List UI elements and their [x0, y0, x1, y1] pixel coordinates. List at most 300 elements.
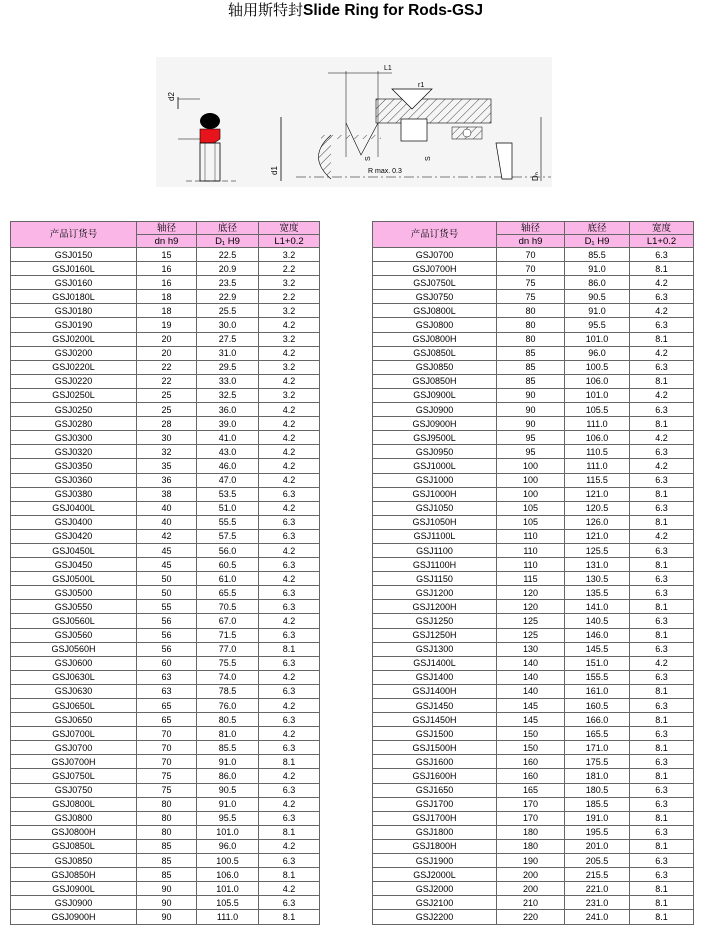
cell-order-code: GSJ0650L	[11, 699, 137, 713]
cell-bottom-diameter: 25.5	[197, 304, 259, 318]
header-bottom-unit: D₁ H9	[565, 235, 630, 248]
cell-order-code: GSJ1650	[373, 783, 497, 797]
cell-order-code: GSJ0220	[11, 374, 137, 388]
cell-shaft-diameter: 160	[497, 755, 565, 769]
cell-width: 4.2	[259, 797, 320, 811]
cell-order-code: GSJ0950	[373, 445, 497, 459]
table-row	[11, 262, 320, 276]
table-row	[373, 628, 694, 642]
cell-shaft-diameter: 125	[497, 628, 565, 642]
table-row	[373, 713, 694, 727]
table-row	[11, 473, 320, 487]
table-row	[11, 769, 320, 783]
cell-order-code: GSJ1700	[373, 797, 497, 811]
cell-width: 8.1	[259, 825, 320, 839]
cell-bottom-diameter: 105.5	[197, 896, 259, 910]
cell-bottom-diameter: 65.5	[197, 586, 259, 600]
cell-width: 4.2	[259, 769, 320, 783]
cell-order-code: GSJ0560L	[11, 614, 137, 628]
cell-shaft-diameter: 42	[137, 529, 197, 543]
table-row	[11, 586, 320, 600]
cell-order-code: GSJ0150	[11, 248, 137, 262]
spec-table-right	[372, 221, 694, 925]
cell-bottom-diameter: 51.0	[197, 501, 259, 515]
cell-shaft-diameter: 25	[137, 403, 197, 417]
cell-width: 6.3	[259, 515, 320, 529]
cell-shaft-diameter: 65	[137, 713, 197, 727]
cell-width: 4.2	[630, 304, 694, 318]
cell-width: 8.1	[630, 741, 694, 755]
cell-order-code: GSJ1200	[373, 586, 497, 600]
cell-width: 4.2	[259, 403, 320, 417]
cell-bottom-diameter: 180.5	[565, 783, 630, 797]
cell-bottom-diameter: 29.5	[197, 360, 259, 374]
cell-width: 6.3	[259, 783, 320, 797]
table-row	[373, 346, 694, 360]
cell-order-code: GSJ1400H	[373, 684, 497, 698]
cell-width: 2.2	[259, 262, 320, 276]
cell-width: 4.2	[630, 388, 694, 402]
cell-order-code: GSJ0800L	[11, 797, 137, 811]
cell-shaft-diameter: 115	[497, 572, 565, 586]
cell-width: 8.1	[630, 910, 694, 924]
cell-bottom-diameter: 86.0	[565, 276, 630, 290]
table-row	[373, 290, 694, 304]
cell-width: 4.2	[630, 431, 694, 445]
cell-width: 8.1	[630, 769, 694, 783]
cell-order-code: GSJ0400	[11, 515, 137, 529]
cell-width: 4.2	[259, 727, 320, 741]
table-row	[11, 290, 320, 304]
table-row	[373, 304, 694, 318]
cell-order-code: GSJ0750L	[11, 769, 137, 783]
cell-shaft-diameter: 95	[497, 431, 565, 445]
cell-width: 6.3	[630, 473, 694, 487]
cell-shaft-diameter: 45	[137, 558, 197, 572]
cell-bottom-diameter: 101.0	[565, 332, 630, 346]
cell-order-code: GSJ0250L	[11, 388, 137, 402]
cell-bottom-diameter: 151.0	[565, 656, 630, 670]
cell-bottom-diameter: 165.5	[565, 727, 630, 741]
cell-order-code: GSJ2000	[373, 882, 497, 896]
cell-bottom-diameter: 191.0	[565, 811, 630, 825]
cell-bottom-diameter: 85.5	[197, 741, 259, 755]
cell-bottom-diameter: 71.5	[197, 628, 259, 642]
table-row	[11, 713, 320, 727]
cell-order-code: GSJ0180	[11, 304, 137, 318]
cell-width: 6.3	[630, 360, 694, 374]
table-row	[11, 755, 320, 769]
cell-bottom-diameter: 105.5	[565, 403, 630, 417]
cell-bottom-diameter: 39.0	[197, 417, 259, 431]
cell-order-code: GSJ0750	[11, 783, 137, 797]
cell-width: 8.1	[630, 515, 694, 529]
cell-bottom-diameter: 95.5	[197, 811, 259, 825]
table-row	[373, 769, 694, 783]
cell-width: 6.3	[630, 755, 694, 769]
cell-shaft-diameter: 90	[497, 403, 565, 417]
cell-bottom-diameter: 61.0	[197, 572, 259, 586]
cell-order-code: GSJ1000H	[373, 487, 497, 501]
header-shaft: 轴径	[497, 222, 565, 235]
cell-order-code: GSJ0850L	[373, 346, 497, 360]
table-row	[11, 487, 320, 501]
cell-width: 8.1	[630, 839, 694, 853]
cell-width: 3.2	[259, 248, 320, 262]
cell-order-code: GSJ0450	[11, 558, 137, 572]
cell-bottom-diameter: 33.0	[197, 374, 259, 388]
cell-shaft-diameter: 90	[497, 417, 565, 431]
cell-shaft-diameter: 200	[497, 882, 565, 896]
cell-bottom-diameter: 201.0	[565, 839, 630, 853]
cell-width: 8.1	[259, 868, 320, 882]
cell-bottom-diameter: 67.0	[197, 614, 259, 628]
cell-shaft-diameter: 56	[137, 642, 197, 656]
cell-shaft-diameter: 200	[497, 868, 565, 882]
cell-width: 4.2	[630, 529, 694, 543]
cell-bottom-diameter: 43.0	[197, 445, 259, 459]
cell-shaft-diameter: 70	[497, 262, 565, 276]
cell-bottom-diameter: 32.5	[197, 388, 259, 402]
table-row	[11, 388, 320, 402]
cell-bottom-diameter: 185.5	[565, 797, 630, 811]
table-row	[11, 304, 320, 318]
cell-bottom-diameter: 55.5	[197, 515, 259, 529]
table-row	[373, 543, 694, 557]
cell-width: 6.3	[630, 248, 694, 262]
cell-width: 6.3	[259, 600, 320, 614]
cell-bottom-diameter: 77.0	[197, 642, 259, 656]
cell-bottom-diameter: 166.0	[565, 713, 630, 727]
cell-order-code: GSJ0750L	[373, 276, 497, 290]
table-row	[11, 684, 320, 698]
table-row	[373, 431, 694, 445]
cell-bottom-diameter: 215.5	[565, 868, 630, 882]
cell-width: 8.1	[630, 262, 694, 276]
cell-shaft-diameter: 165	[497, 783, 565, 797]
cell-order-code: GSJ0850L	[11, 839, 137, 853]
cell-order-code: GSJ0190	[11, 318, 137, 332]
cell-shaft-diameter: 80	[137, 825, 197, 839]
cell-order-code: GSJ0320	[11, 445, 137, 459]
header-shaft-unit: dn h9	[137, 235, 197, 248]
table-row	[373, 586, 694, 600]
cell-width: 8.1	[630, 882, 694, 896]
cell-width: 6.3	[630, 572, 694, 586]
cell-width: 4.2	[259, 670, 320, 684]
cell-order-code: GSJ0360	[11, 473, 137, 487]
cell-shaft-diameter: 40	[137, 501, 197, 515]
cell-bottom-diameter: 46.0	[197, 459, 259, 473]
cell-shaft-diameter: 18	[137, 304, 197, 318]
cell-bottom-diameter: 231.0	[565, 896, 630, 910]
table-row	[11, 882, 320, 896]
cell-order-code: GSJ0180L	[11, 290, 137, 304]
table-row	[373, 332, 694, 346]
cell-width: 4.2	[259, 882, 320, 896]
cell-width: 3.2	[259, 276, 320, 290]
table-row	[373, 501, 694, 515]
cell-width: 6.3	[630, 699, 694, 713]
cell-width: 6.3	[630, 445, 694, 459]
cell-shaft-diameter: 150	[497, 741, 565, 755]
cell-shaft-diameter: 80	[497, 332, 565, 346]
cell-order-code: GSJ0700	[373, 248, 497, 262]
table-row	[11, 248, 320, 262]
cell-bottom-diameter: 70.5	[197, 600, 259, 614]
cell-shaft-diameter: 145	[497, 699, 565, 713]
table-row	[11, 868, 320, 882]
cell-bottom-diameter: 75.5	[197, 656, 259, 670]
table-row	[373, 811, 694, 825]
cell-shaft-diameter: 28	[137, 417, 197, 431]
cell-width: 4.2	[259, 699, 320, 713]
cell-shaft-diameter: 75	[137, 783, 197, 797]
cell-order-code: GSJ1100L	[373, 529, 497, 543]
table-row	[11, 783, 320, 797]
cell-bottom-diameter: 181.0	[565, 769, 630, 783]
header-order-code: 产品订货号	[373, 222, 497, 248]
table-row	[373, 558, 694, 572]
spec-table-left	[10, 221, 320, 925]
cell-shaft-diameter: 85	[137, 854, 197, 868]
label-d2: d2	[167, 92, 176, 101]
cell-bottom-diameter: 146.0	[565, 628, 630, 642]
cell-bottom-diameter: 91.0	[197, 755, 259, 769]
header-width-unit: L1+0.2	[259, 235, 320, 248]
cell-order-code: GSJ0560	[11, 628, 137, 642]
cell-shaft-diameter: 60	[137, 656, 197, 670]
cell-width: 6.3	[259, 713, 320, 727]
cell-bottom-diameter: 221.0	[565, 882, 630, 896]
table-row	[11, 417, 320, 431]
table-row	[11, 642, 320, 656]
cell-shaft-diameter: 16	[137, 262, 197, 276]
cell-shaft-diameter: 35	[137, 459, 197, 473]
cell-order-code: GSJ0550	[11, 600, 137, 614]
cell-bottom-diameter: 155.5	[565, 670, 630, 684]
table-row	[11, 572, 320, 586]
table-row	[11, 741, 320, 755]
table-row	[373, 656, 694, 670]
cell-width: 3.2	[259, 360, 320, 374]
cell-bottom-diameter: 121.0	[565, 529, 630, 543]
cell-width: 4.2	[259, 501, 320, 515]
cell-shaft-diameter: 160	[497, 769, 565, 783]
table-row	[11, 825, 320, 839]
cell-shaft-diameter: 170	[497, 797, 565, 811]
cell-order-code: GSJ0160	[11, 276, 137, 290]
cell-width: 6.3	[259, 628, 320, 642]
cell-shaft-diameter: 130	[497, 642, 565, 656]
cell-order-code: GSJ0220L	[11, 360, 137, 374]
table-row	[11, 529, 320, 543]
table-row	[11, 699, 320, 713]
cell-width: 4.2	[259, 445, 320, 459]
slide-ring	[200, 129, 220, 143]
cell-shaft-diameter: 75	[137, 769, 197, 783]
cell-order-code: GSJ0380	[11, 487, 137, 501]
cell-shaft-diameter: 125	[497, 614, 565, 628]
cell-bottom-diameter: 195.5	[565, 825, 630, 839]
cell-shaft-diameter: 22	[137, 360, 197, 374]
table-row	[11, 543, 320, 557]
cell-width: 8.1	[630, 684, 694, 698]
cell-order-code: GSJ0700H	[11, 755, 137, 769]
cell-bottom-diameter: 22.5	[197, 248, 259, 262]
label-d1: d1	[270, 166, 279, 175]
cell-order-code: GSJ0500	[11, 586, 137, 600]
cell-order-code: GSJ0750	[373, 290, 497, 304]
cell-order-code: GSJ0800H	[11, 825, 137, 839]
table-row	[11, 656, 320, 670]
cell-shaft-diameter: 110	[497, 543, 565, 557]
table-row	[373, 910, 694, 924]
label-r-max: R max. 0.3	[368, 168, 402, 175]
cell-bottom-diameter: 41.0	[197, 431, 259, 445]
o-ring	[200, 113, 220, 129]
cell-order-code: GSJ1200H	[373, 600, 497, 614]
table-row	[11, 558, 320, 572]
cell-width: 6.3	[630, 727, 694, 741]
cell-bottom-diameter: 100.5	[197, 854, 259, 868]
table-row	[373, 459, 694, 473]
cell-shaft-diameter: 63	[137, 670, 197, 684]
table-row	[11, 332, 320, 346]
table-row	[11, 854, 320, 868]
table-row	[373, 600, 694, 614]
cell-shaft-diameter: 110	[497, 558, 565, 572]
cell-shaft-diameter: 140	[497, 670, 565, 684]
cell-order-code: GSJ0800	[373, 318, 497, 332]
header-order-code: 产品订货号	[11, 222, 137, 248]
table-row	[373, 276, 694, 290]
cell-width: 6.3	[630, 670, 694, 684]
table-row	[11, 614, 320, 628]
cell-shaft-diameter: 80	[137, 811, 197, 825]
cell-width: 8.1	[630, 628, 694, 642]
cell-order-code: GSJ0160L	[11, 262, 137, 276]
cell-shaft-diameter: 45	[137, 543, 197, 557]
cell-bottom-diameter: 90.5	[197, 783, 259, 797]
table-row	[11, 501, 320, 515]
table-body	[11, 248, 320, 925]
cell-shaft-diameter: 105	[497, 515, 565, 529]
table-row	[11, 318, 320, 332]
cell-order-code: GSJ1000	[373, 473, 497, 487]
cell-bottom-diameter: 78.5	[197, 684, 259, 698]
cell-shaft-diameter: 25	[137, 388, 197, 402]
table-row	[373, 755, 694, 769]
cell-bottom-diameter: 81.0	[197, 727, 259, 741]
cell-bottom-diameter: 171.0	[565, 741, 630, 755]
cell-shaft-diameter: 65	[137, 699, 197, 713]
table-row	[373, 868, 694, 882]
cell-order-code: GSJ1400	[373, 670, 497, 684]
cell-order-code: GSJ0800	[11, 811, 137, 825]
cell-shaft-diameter: 40	[137, 515, 197, 529]
cell-bottom-diameter: 131.0	[565, 558, 630, 572]
header-width: 宽度	[259, 222, 320, 235]
cell-bottom-diameter: 23.5	[197, 276, 259, 290]
table-row	[373, 374, 694, 388]
cell-shaft-diameter: 85	[497, 374, 565, 388]
table-row	[373, 741, 694, 755]
cell-width: 4.2	[259, 614, 320, 628]
cell-shaft-diameter: 90	[137, 910, 197, 924]
cell-shaft-diameter: 75	[497, 290, 565, 304]
table-row	[373, 445, 694, 459]
table-row	[373, 783, 694, 797]
table-row	[11, 445, 320, 459]
cell-width: 8.1	[630, 896, 694, 910]
cell-shaft-diameter: 90	[137, 882, 197, 896]
cell-order-code: GSJ0900L	[373, 388, 497, 402]
table-row	[373, 882, 694, 896]
cell-shaft-diameter: 90	[137, 896, 197, 910]
cell-width: 8.1	[630, 332, 694, 346]
cell-shaft-diameter: 63	[137, 684, 197, 698]
table-row	[11, 910, 320, 924]
cell-shaft-diameter: 100	[497, 473, 565, 487]
cell-order-code: GSJ0850H	[11, 868, 137, 882]
table-row	[373, 360, 694, 374]
cell-width: 6.3	[259, 896, 320, 910]
table-row	[11, 459, 320, 473]
header-bottom: 底径	[565, 222, 630, 235]
cell-order-code: GSJ1050	[373, 501, 497, 515]
cell-bottom-diameter: 121.0	[565, 487, 630, 501]
cell-order-code: GSJ0850	[373, 360, 497, 374]
cell-shaft-diameter: 120	[497, 586, 565, 600]
table-row	[373, 248, 694, 262]
cell-order-code: GSJ0700H	[373, 262, 497, 276]
label-r1: r1	[418, 82, 425, 89]
cell-order-code: GSJ0250	[11, 403, 137, 417]
cell-shaft-diameter: 100	[497, 487, 565, 501]
cell-shaft-diameter: 120	[497, 600, 565, 614]
cell-order-code: GSJ1150	[373, 572, 497, 586]
cell-width: 6.3	[630, 614, 694, 628]
cell-order-code: GSJ0850	[11, 854, 137, 868]
cell-shaft-diameter: 140	[497, 656, 565, 670]
cell-width: 6.3	[259, 684, 320, 698]
header-shaft: 轴径	[137, 222, 197, 235]
cell-bottom-diameter: 96.0	[197, 839, 259, 853]
table-row	[11, 515, 320, 529]
table-row	[11, 797, 320, 811]
table-row	[373, 797, 694, 811]
cell-shaft-diameter: 145	[497, 713, 565, 727]
cell-width: 8.1	[630, 487, 694, 501]
table-row	[373, 473, 694, 487]
cell-width: 6.3	[630, 642, 694, 656]
cell-width: 8.1	[630, 558, 694, 572]
cell-bottom-diameter: 125.5	[565, 543, 630, 557]
table-row	[373, 896, 694, 910]
cell-width: 6.3	[259, 811, 320, 825]
cell-width: 6.3	[630, 403, 694, 417]
table-row	[373, 262, 694, 276]
cell-shaft-diameter: 36	[137, 473, 197, 487]
cell-order-code: GSJ1100	[373, 543, 497, 557]
table-row	[11, 896, 320, 910]
cell-order-code: GSJ1450H	[373, 713, 497, 727]
cell-width: 4.2	[259, 431, 320, 445]
cell-shaft-diameter: 170	[497, 811, 565, 825]
cell-bottom-diameter: 91.0	[565, 304, 630, 318]
cell-bottom-diameter: 47.0	[197, 473, 259, 487]
